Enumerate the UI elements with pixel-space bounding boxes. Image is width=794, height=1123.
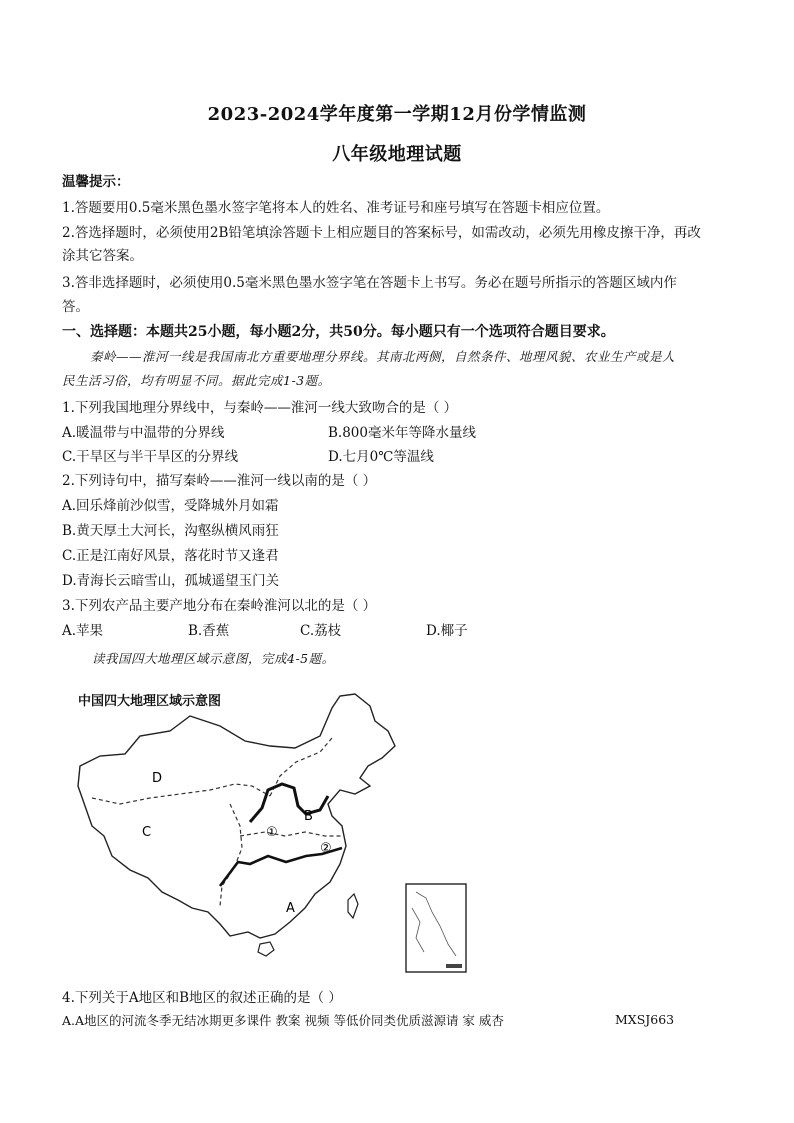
map-intro: 读我国四大地理区域示意图，完成4-5题。 bbox=[92, 651, 335, 666]
marker-1: ① bbox=[266, 825, 278, 840]
option-b: B.香蕉 bbox=[188, 623, 230, 639]
tips-heading: 温馨提示： bbox=[62, 174, 130, 190]
option-a: A.苹果 bbox=[62, 623, 104, 639]
hainan-island bbox=[258, 942, 274, 956]
section-heading: 一、选择题：本题共25小题，每小题2分，共50分。每小题只有一个选项符合题目要求。 bbox=[62, 324, 615, 340]
option-d: D.青海长云暗雪山，孤城遥望玉门关 bbox=[62, 573, 280, 589]
exam-title: 2023-2024学年度第一学期12月份学情监测 bbox=[207, 104, 587, 125]
option-b: B.800毫米年等降水量线 bbox=[328, 425, 476, 441]
region-label-b: B bbox=[304, 809, 313, 824]
option-d: D.七月0℃等温线 bbox=[328, 449, 434, 465]
tip-item: 涂其它答案。 bbox=[62, 248, 143, 264]
yellow-river bbox=[250, 784, 328, 822]
boundary-dashed bbox=[92, 784, 270, 804]
tip-item: 1.答题要用0.5毫米黑色墨水签字笔将本人的姓名、准考证号和座号填写在答题卡相应位置。 bbox=[62, 200, 610, 216]
option-a: A.回乐烽前沙似雪，受降城外月如霜 bbox=[62, 498, 279, 514]
tip-item: 3.答非选择题时，必须使用0.5毫米黑色墨水签字笔在答题卡上书写。务必在题号所指示的答题区域内作 bbox=[62, 275, 677, 291]
china-region-map bbox=[70, 686, 480, 976]
option-a: A.A地区的河流冬季无结冰期更多课件 教案 视频 等低价同类优质滋源请 家 威杏 bbox=[62, 1013, 504, 1028]
inset-coast bbox=[412, 908, 424, 952]
exam-subtitle: 八年级地理试题 bbox=[332, 144, 462, 165]
option-c: C.正是江南好风景，落花时节又逢君 bbox=[62, 548, 279, 564]
option-b: B.黄天厚土大河长，沟壑纵横风雨狂 bbox=[62, 523, 279, 539]
document-code: MXSJ663 bbox=[615, 1012, 675, 1027]
taiwan-island bbox=[348, 894, 358, 918]
question-stem: 3.下列农产品主要产地分布在秦岭淮河以北的是（ ） bbox=[62, 598, 377, 614]
inset-coast bbox=[416, 892, 456, 956]
tip-item: 2.答选择题时，必须使用2B铅笔填涂答题卡上相应题目的答案标号，如需改动，必须先用橡皮擦干净，再改 bbox=[62, 225, 701, 241]
boundary-dashed bbox=[220, 804, 242, 906]
region-label-c: C bbox=[142, 825, 152, 840]
passage-intro: 秦岭——淮河一线是我国南北方重要地理分界线。其南北两侧，自然条件、地理风貌、农业生产或是人 bbox=[90, 349, 676, 364]
tip-item: 答。 bbox=[62, 299, 89, 315]
map-title: 中国四大地理区域示意图 bbox=[78, 694, 222, 709]
question-stem: 1.下列我国地理分界线中，与秦岭——淮河一线大致吻合的是（ ） bbox=[62, 400, 458, 416]
south-china-sea-inset bbox=[406, 884, 466, 972]
question-stem: 4.下列关于A地区和B地区的叙述正确的是（ ） bbox=[62, 990, 342, 1006]
region-label-a: A bbox=[286, 901, 295, 916]
option-a: A.暖温带与中温带的分界线 bbox=[62, 425, 225, 441]
qinling-huaihe-line bbox=[240, 832, 342, 836]
passage-intro: 民生活习俗，均有明显不同。据此完成1-3题。 bbox=[62, 373, 331, 388]
marker-2: ② bbox=[320, 841, 332, 856]
option-d: D.椰子 bbox=[426, 623, 468, 639]
option-c: C.干旱区与半干旱区的分界线 bbox=[62, 449, 239, 465]
inset-scale-mark bbox=[446, 964, 462, 968]
region-label-d: D bbox=[152, 771, 163, 786]
question-stem: 2.下列诗句中，描写秦岭——淮河一线以南的是（ ） bbox=[62, 473, 377, 489]
option-c: C.荔枝 bbox=[300, 623, 342, 639]
